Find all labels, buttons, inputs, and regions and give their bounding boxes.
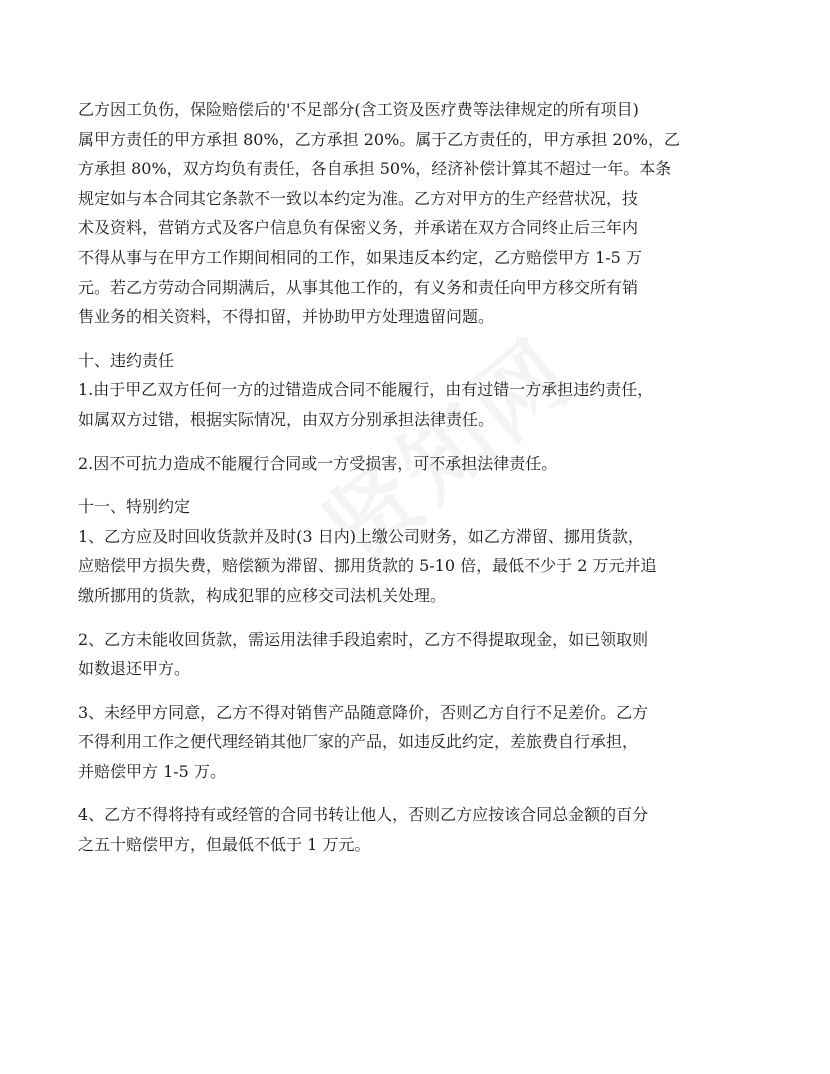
- text-line: 2.因不可抗力造成不能履行合同或一方受损害，可不承担法律责任。: [78, 453, 558, 473]
- text-line: 售业务的相关资料，不得扣留，并协助甲方处理遗留问题。: [78, 307, 495, 327]
- text-line: 之五十赔偿甲方，但最低不低于 1 万元。: [78, 835, 371, 855]
- text-line: 4、乙方不得将持有或经管的合同书转让他人，否则乙方应按该合同总金额的百分: [78, 805, 649, 825]
- text-line: 术及资料，营销方式及客户信息负有保密义务，并承诺在双方合同终止后三年内: [78, 218, 639, 238]
- paragraph-special-1: [78, 522, 758, 611]
- text-line: 3、未经甲方同意，乙方不得对销售产品随意降价，否则乙方自行不足差价。乙方: [78, 702, 649, 722]
- text-line: 属甲方责任的甲方承担 80%，乙方承担 20%。属于乙方责任的，甲方承担 20%，乙: [78, 129, 680, 149]
- text-line: 乙方因工负伤，保险赔偿后的'不足部分(含工资及医疗费等法律规定的所有项目): [78, 100, 639, 119]
- paragraph-special-3: [78, 698, 758, 787]
- text-line: 不得利用工作之便代理经销其他厂家的产品，如违反此约定，差旅费自行承担，: [78, 732, 639, 752]
- paragraph-breach-2: [78, 449, 758, 479]
- paragraph-breach-1: [78, 375, 758, 434]
- text-line: 如数退还甲方。: [78, 659, 191, 679]
- document-body: [78, 95, 758, 860]
- text-line: 规定如与本合同其它条款不一致以本约定为准。乙方对甲方的生产经营状况，技: [78, 188, 639, 208]
- section-heading-breach: 十、违约责任: [78, 350, 175, 370]
- text-line: 并赔偿甲方 1-5 万。: [78, 761, 226, 781]
- paragraph-special-4: [78, 800, 758, 859]
- text-line: 1、乙方应及时回收货款并及时(3 日内)上缴公司财务，如乙方滞留、挪用货款，: [78, 526, 644, 546]
- section-heading-special: 十一、特别约定: [78, 497, 191, 517]
- text-line: 不得从事与在甲方工作期间相同的工作，如果违反本约定，乙方赔偿甲方 1-5 万: [78, 247, 642, 267]
- text-line: 应赔偿甲方损失费，赔偿额为滞留、挪用货款的 5-10 倍，最低不少于 2 万元并追: [78, 556, 657, 576]
- text-line: 缴所挪用的货款，构成犯罪的应移交司法机关处理。: [78, 585, 447, 605]
- text-line: 元。若乙方劳动合同期满后，从事其他工作的，有义务和责任向甲方移交所有销: [78, 277, 639, 297]
- text-line: 1.由于甲乙双方任何一方的过错造成合同不能履行，由有过错一方承担违约责任，: [78, 380, 654, 400]
- paragraph-special-2: [78, 625, 758, 684]
- text-line: 方承担 80%，双方均负有责任，各自承担 50%，经济补偿计算其不超过一年。本条: [78, 159, 672, 179]
- text-line: 如属双方过错，根据实际情况，由双方分别承担法律责任。: [78, 409, 495, 429]
- text-line: 2、乙方未能收回货款，需运用法律手段追索时，乙方不得提取现金，如已领取则: [78, 629, 649, 649]
- paragraph-injury-liability: [78, 95, 758, 332]
